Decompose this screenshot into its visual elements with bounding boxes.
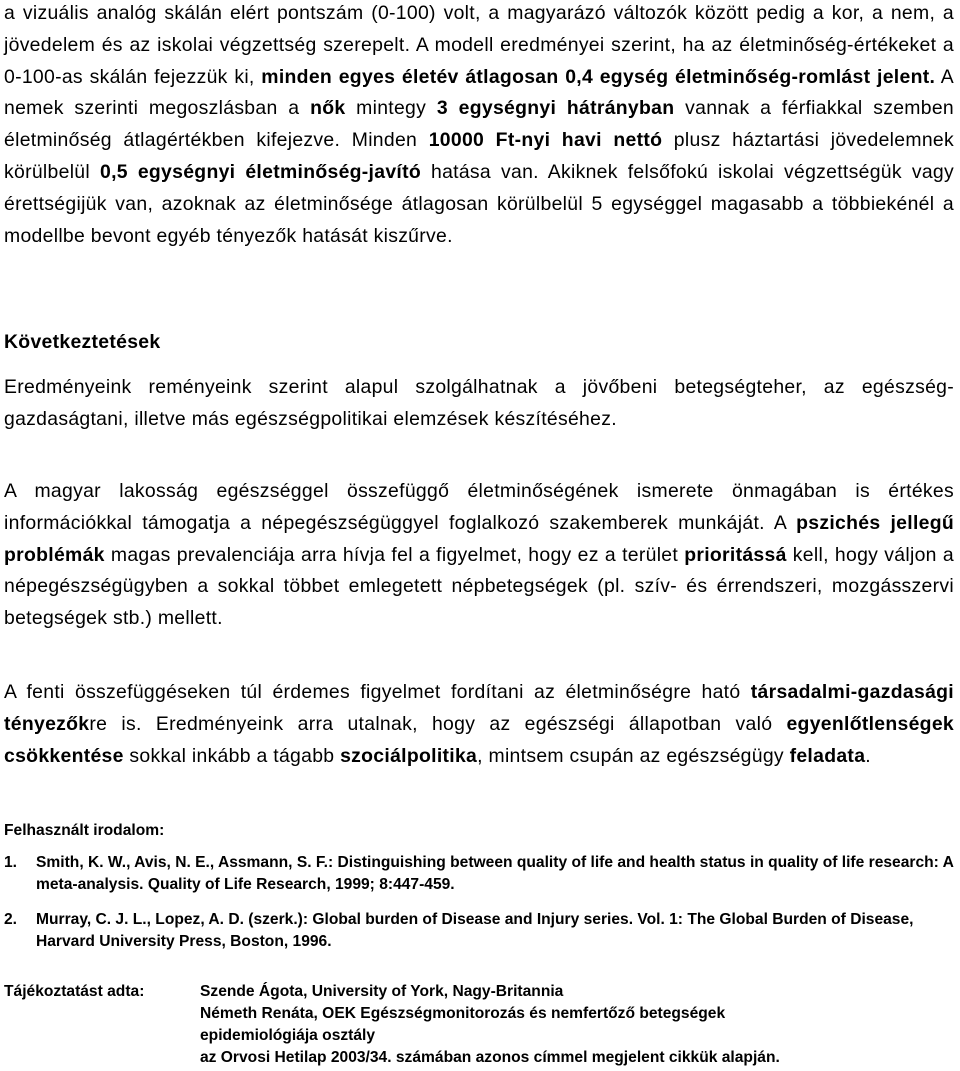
- text-run: plusz háztartási jövedelemnek körülbelül: [4, 129, 954, 183]
- text-run: re is. Eredményeink arra utalnak, hogy az egészségi állapotban való: [89, 712, 787, 735]
- reference-item: [4, 909, 954, 953]
- emphasis: 10000 Ft-nyi havi nettó: [428, 129, 663, 152]
- emphasis: prioritássá: [684, 543, 787, 566]
- text-run: a vizuális analóg skálán elért pontszám (0-100) volt, a magyarázó változók között pedig a kor, a nem, a jövedelem és az iskolai végzettség szerepelt. A modell eredményei szerint, ha az életminőség-értékeket a 0-100-as skálán fejezzük ki,: [4, 2, 954, 88]
- section-heading: Következtetések: [4, 331, 161, 353]
- reference-item: [4, 852, 954, 896]
- info-label: Tájékoztatást adta:: [4, 983, 145, 1000]
- reference-text: Murray, C. J. L., Lopez, A. D. (szerk.): Global burden of Disease and Injury series. Vol. 1: The Global Burden of Disease, Harvard University Press, Boston, 1996.: [36, 911, 914, 950]
- info-block: [4, 981, 954, 1069]
- emphasis: egyenlőtlenségek csökkentése: [4, 712, 954, 767]
- info-line: epidemiológiája osztály: [200, 1027, 376, 1044]
- info-line: Szende Ágota, University of York, Nagy-Britannia: [200, 983, 564, 1000]
- text-run: kell, hogy váljon a népegészségügyben a sokkal többet emlegetett népbetegségek (pl. szív- és érrendszeri, mozgásszervi betegségek stb.) mellett.: [4, 543, 954, 630]
- text-run: , mintsem csupán az egészségügy: [477, 744, 790, 767]
- conclusions-paragraph-2: [4, 476, 954, 635]
- emphasis: feladata: [789, 744, 866, 767]
- reference-number: 2.: [4, 911, 18, 928]
- emphasis: 0,5 egységnyi életminőség-javító: [99, 160, 421, 183]
- emphasis: szociálpolitika: [340, 744, 478, 767]
- info-line: az Orvosi Hetilap 2003/34. számában azonos címmel megjelent cikkük alapján.: [200, 1049, 780, 1066]
- emphasis: pszichés jellegű problémák: [4, 511, 955, 566]
- text-run: .: [865, 744, 871, 767]
- conclusions-paragraph-1: Eredményeink reményeink szerint alapul szolgálhatnak a jövőbeni betegségteher, az egészség-gazdaságtani, illetve más egészségpolitikai elemzések készítéséhez.: [4, 376, 954, 430]
- results-paragraph: [4, 0, 954, 252]
- emphasis: társadalmi-gazdasági tényezők: [4, 681, 954, 735]
- text-run: A magyar lakosság egészséggel összefüggő életminőségének ismerete önmagában is értékes információkkal támogatja a népegészségüggyel foglalkozó szakemberek munkáját. A: [4, 480, 954, 534]
- info-line: Németh Renáta, OEK Egészségmonitorozás és nemfertőző betegségek: [200, 1005, 726, 1022]
- text-run: vannak a férfiakkal szemben életminőség átlagértékben kifejezve. Minden: [4, 97, 954, 152]
- text-run: A nemek szerinti megoszlásban a: [4, 65, 955, 120]
- references-title: Felhasznált irodalom:: [4, 822, 165, 839]
- emphasis: nők: [310, 97, 346, 120]
- conclusions-paragraph-3: [4, 677, 954, 772]
- reference-text: Smith, K. W., Avis, N. E., Assmann, S. F.: Distinguishing between quality of life and health status in quality of life research: A meta-analysis. Quality of Life Research, 1999; 8:447-459.: [36, 854, 954, 893]
- emphasis: minden egyes életév átlagosan 0,4 egység életminőség-romlást jelent.: [261, 65, 936, 88]
- text-run: A fenti összefüggéseken túl érdemes figyelmet fordítani az életminőségre ható: [4, 681, 751, 703]
- text-run: mintegy: [345, 97, 437, 120]
- text-run: sokkal inkább a tágabb: [123, 744, 341, 767]
- emphasis: 3 egységnyi hátrányban: [436, 97, 675, 120]
- reference-number: 1.: [4, 854, 18, 871]
- text-run: magas prevalenciája arra hívja fel a figyelmet, hogy ez a terület: [104, 543, 685, 566]
- text-run: hatása van. Akiknek felsőfokú iskolai végzettségük vagy érettségijük van, azoknak az életminősége átlagosan körülbelül 5 egységgel magasabb a többiekénél a modellbe bevont egyéb tényezők hatását kiszűrve.: [4, 160, 954, 247]
- info-lines: [200, 981, 780, 1069]
